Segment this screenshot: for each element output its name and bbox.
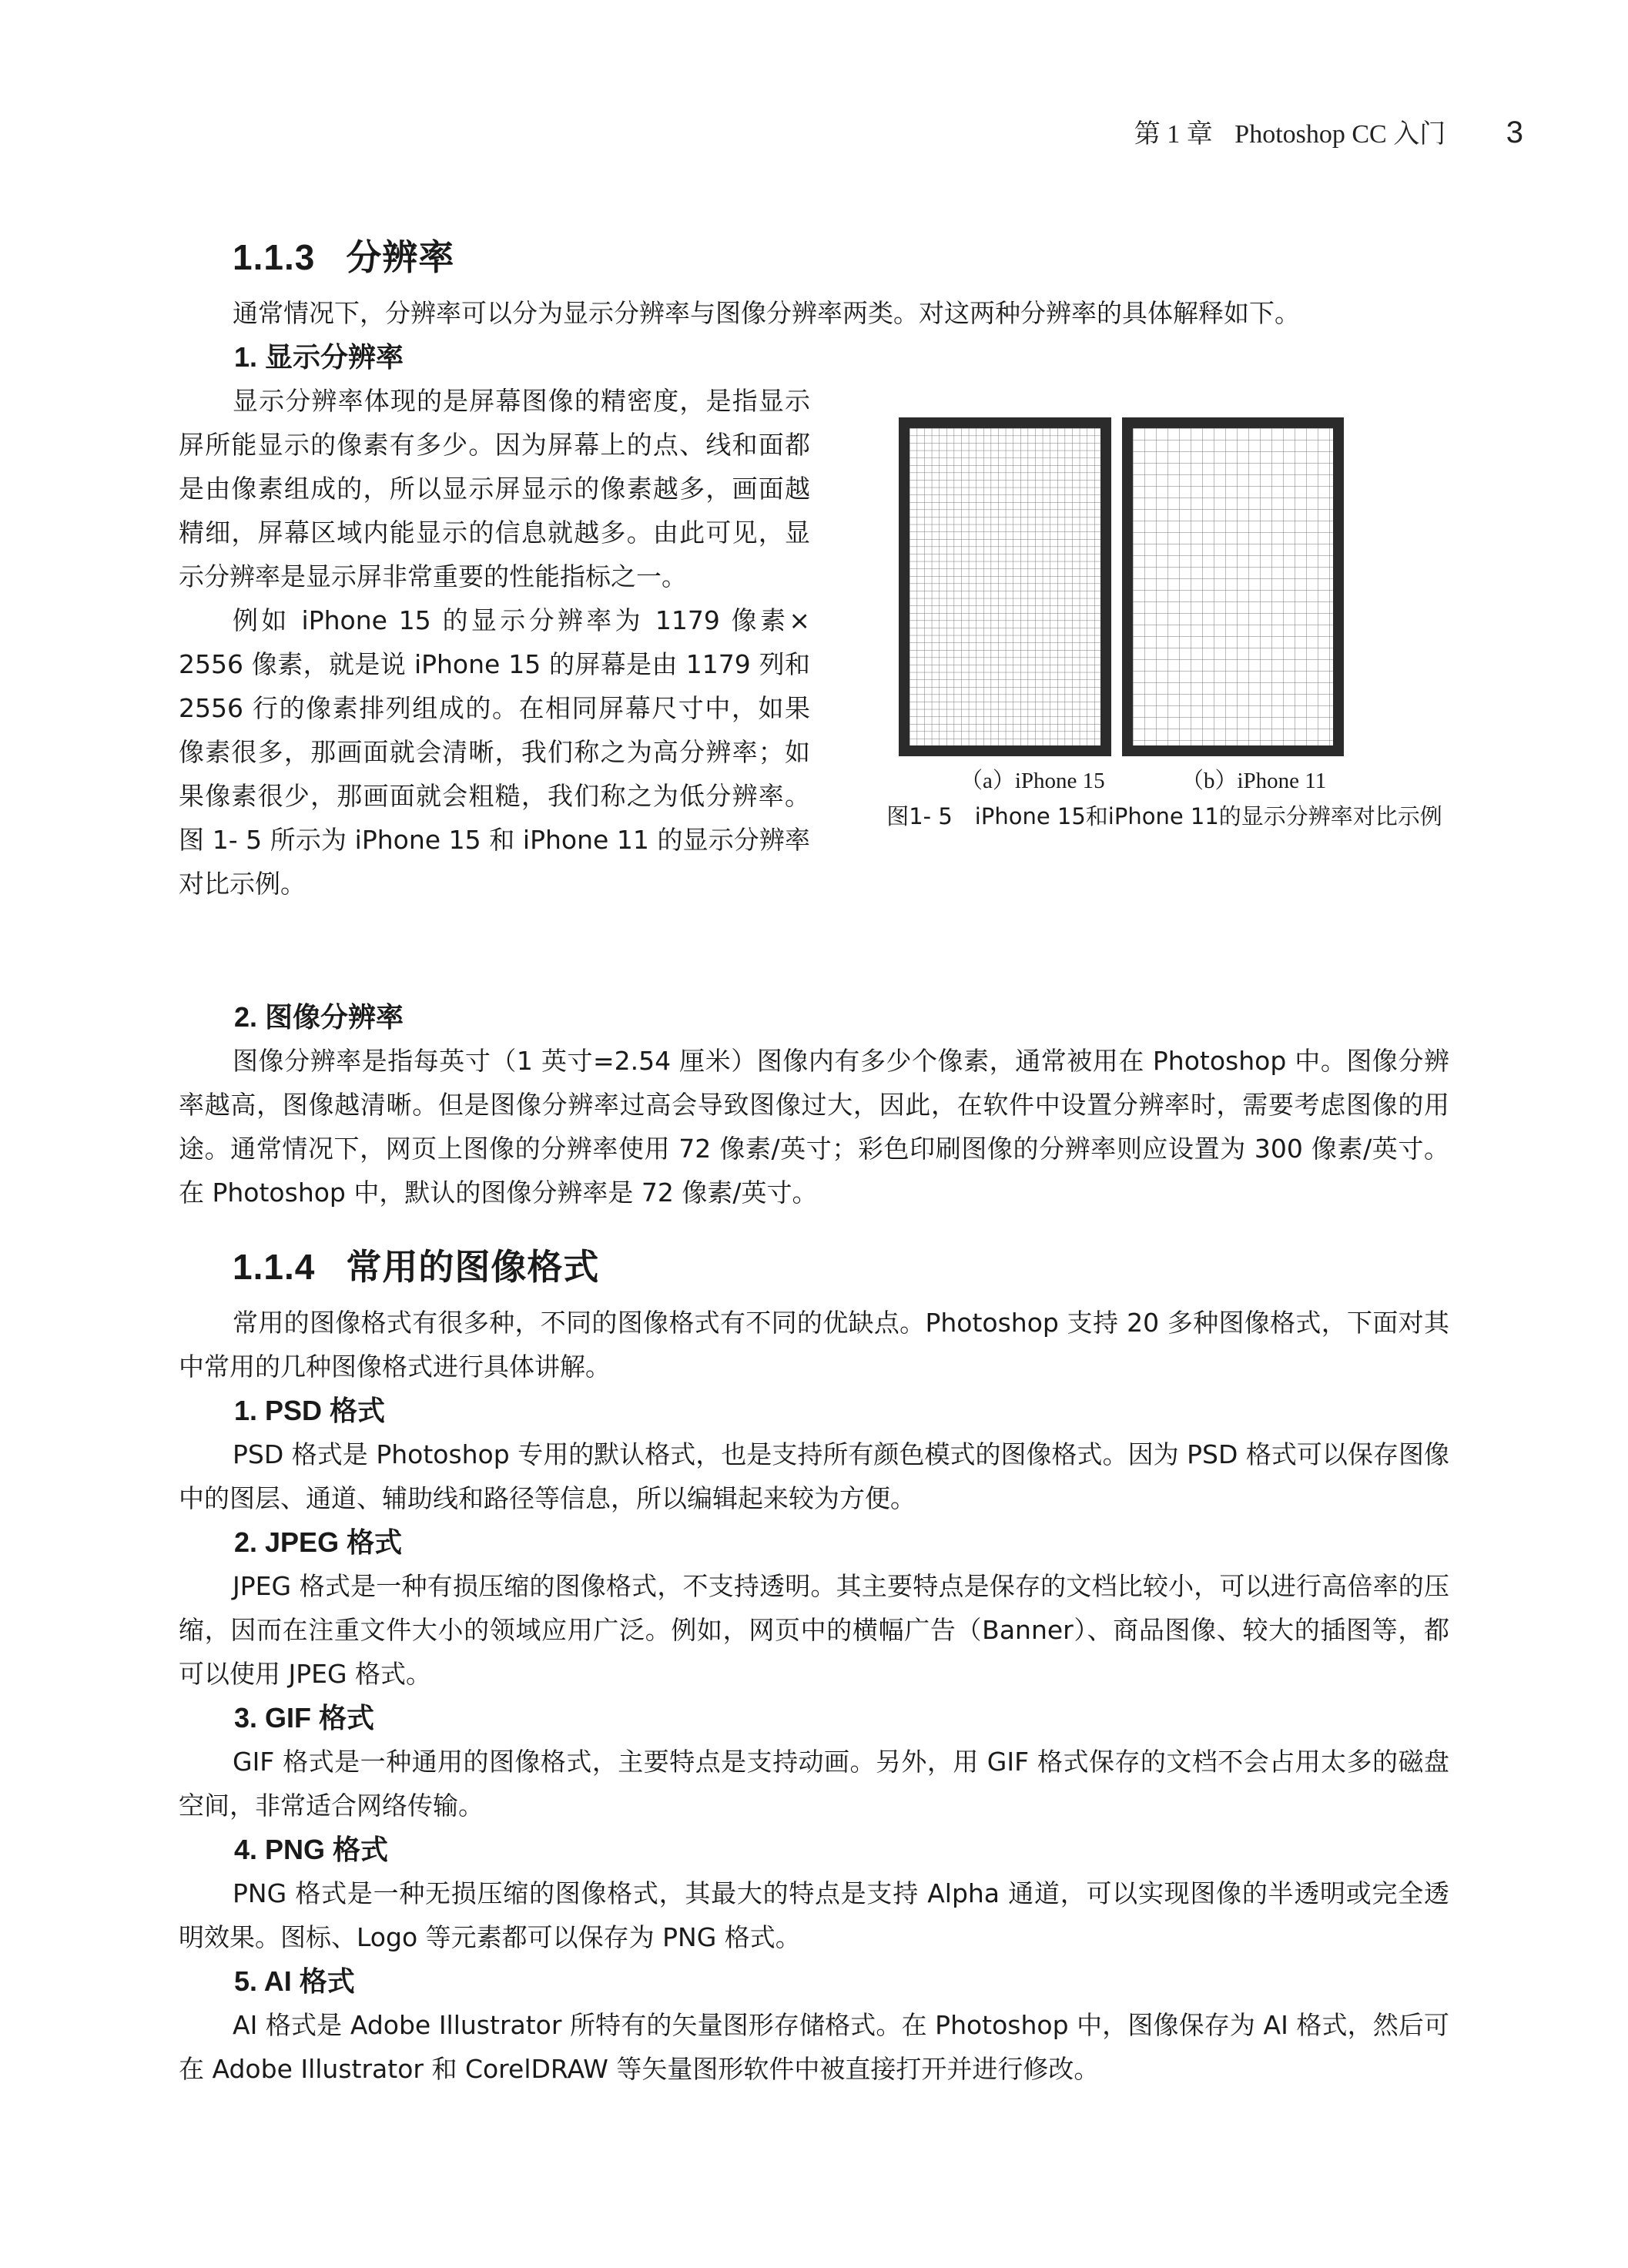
figure-subcaption-a: （a）iPhone 15: [960, 769, 1105, 793]
section-number: 1.1.3: [233, 237, 316, 277]
chapter-title: Photoshop CC 入门: [1234, 120, 1446, 149]
running-header: [1134, 112, 1523, 150]
subheading-ai: 5. AI 格式: [234, 1965, 355, 1997]
page-content: [179, 223, 1449, 2091]
section-number: 1.1.4: [233, 1247, 316, 1287]
display-resolution-paragraph-2: 例如 iPhone 15 的显示分辨率为 1179 像素× 2556 像素，就是说 iPhone 15 的屏幕是由 1179 列和 2556 行的像素排列组成的。在相同屏幕尺寸中，如果像素很多，那画面就会清晰，我们称之为高分辨率；如果像素很少，那画面就会粗糙，我们称之为低分辨率。图 1- 5 所示为 iPhone 15 和 iPhone 11 的显示分辨率对比示例。: [179, 605, 810, 899]
iphone-15-screen: [899, 417, 1111, 756]
section-title: 分辨率: [346, 237, 455, 277]
psd-paragraph: PSD 格式是 Photoshop 专用的默认格式，也是支持所有颜色模式的图像格式。因为 PSD 格式可以保存图像中的图层、通道、辅助线和路径等信息，所以编辑起来较为方便。: [179, 1439, 1449, 1513]
display-resolution-text: [179, 379, 810, 906]
section-title: 常用的图像格式: [346, 1247, 600, 1287]
resolution-intro: 通常情况下，分辨率可以分为显示分辨率与图像分辨率两类。对这两种分辨率的具体解释如下。: [233, 298, 1300, 328]
subheading-gif: 3. GIF 格式: [234, 1702, 375, 1734]
section-heading-resolution: [179, 223, 1449, 291]
figure-subcaption-b: （b）iPhone 11: [1181, 769, 1327, 793]
image-resolution-paragraph: 图像分辨率是指每英寸（1 英寸=2.54 厘米）图像内有多少个像素，通常被用在 Photoshop 中。图像分辨率越高，图像越清晰。但是图像分辨率过高会导致图像过大，因此，在软件中设置分辨率时，需要考虑图像的用途。通常情况下，网页上图像的分辨率使用 72 像素/英寸；彩色印刷图像的分辨率则应设置为 300 像素/英寸。在 Photoshop 中，默认的图像分辨率是 72 像素/英寸。: [179, 1046, 1449, 1208]
subheading-png: 4. PNG 格式: [234, 1834, 389, 1865]
display-resolution-block: [179, 379, 1449, 995]
gif-paragraph: GIF 格式是一种通用的图像格式，主要特点是支持动画。另外，用 GIF 格式保存的文档不会占用太多的磁盘空间，非常适合网络传输。: [179, 1747, 1449, 1821]
png-paragraph: PNG 格式是一种无损压缩的图像格式，其最大的特点是支持 Alpha 通道，可以实现图像的半透明或完全透明效果。图标、Logo 等元素都可以保存为 PNG 格式。: [179, 1878, 1449, 1952]
section-heading-image-formats: [179, 1233, 1449, 1301]
subheading-psd: 1. PSD 格式: [234, 1395, 386, 1426]
page-number: 3: [1506, 116, 1523, 149]
iphone-11-screen: [1122, 417, 1344, 756]
image-formats-intro: 常用的图像格式有很多种，不同的图像格式有不同的优缺点。Photoshop 支持 20 多种图像格式，下面对其中常用的几种图像格式进行具体讲解。: [179, 1308, 1449, 1382]
subheading-image-resolution: 2. 图像分辨率: [234, 1001, 404, 1033]
subheading-jpeg: 2. JPEG 格式: [234, 1526, 403, 1558]
ai-paragraph: AI 格式是 Adobe Illustrator 所特有的矢量图形存储格式。在 Photoshop 中，图像保存为 AI 格式，然后可在 Adobe Illustrator 和 CorelDRAW 等矢量图形软件中被直接打开并进行修改。: [179, 2010, 1449, 2084]
display-resolution-paragraph-1: 显示分辨率体现的是屏幕图像的精密度，是指显示屏所能显示的像素有多少。因为屏幕上的点、线和面都是由像素组成的，所以显示屏显示的像素越多，画面越精细，屏幕区域内能显示的信息就越多。由此可见，显示分辨率是显示屏非常重要的性能指标之一。: [179, 386, 810, 591]
subheading-display-resolution: 1. 显示分辨率: [234, 341, 404, 373]
chapter-label: 第 1 章: [1134, 120, 1213, 149]
jpeg-paragraph: JPEG 格式是一种有损压缩的图像格式，不支持透明。其主要特点是保存的文档比较小，可以进行高倍率的压缩，因而在注重文件大小的领域应用广泛。例如，网页中的横幅广告（Banner）、商品图像、较大的插图等，都可以使用 JPEG 格式。: [179, 1571, 1449, 1689]
resolution-comparison-illustration: [899, 417, 1345, 756]
figure-caption: 图1- 5 iPhone 15和iPhone 11的显示分辨率对比示例: [886, 803, 1442, 829]
